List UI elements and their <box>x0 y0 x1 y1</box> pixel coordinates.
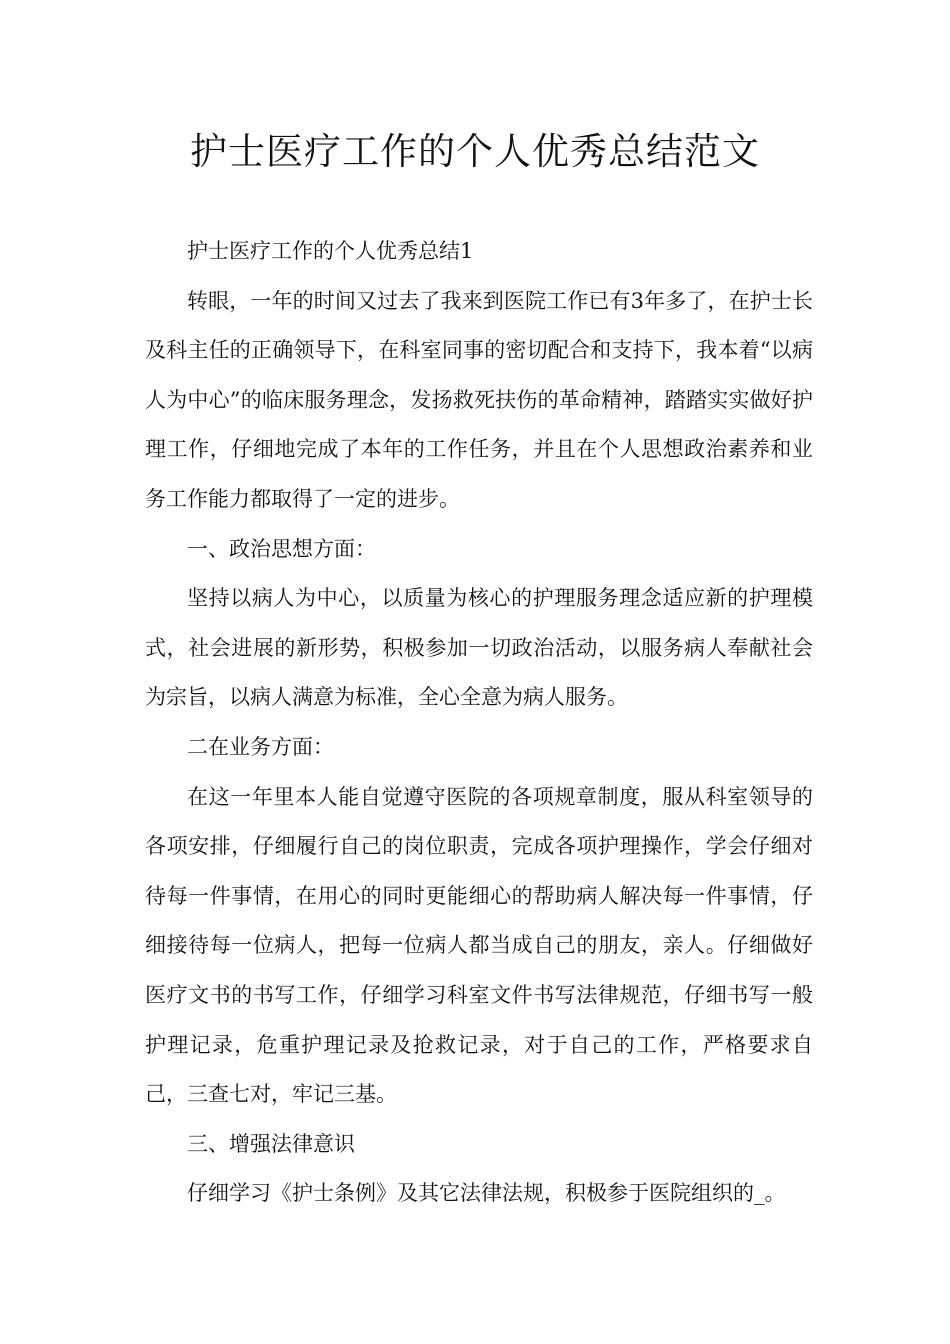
paragraph-legal: 仔细学习《护士条例》及其它法律法规，积极参于医院组织的_。 <box>187 1181 786 1206</box>
section-heading-legal: 三、增强法律意识 <box>187 1131 355 1156</box>
document-body <box>145 227 813 1219</box>
section-heading: 护士医疗工作的个人优秀总结1 <box>187 239 474 263</box>
document-title: 护士医疗工作的个人优秀总结范文 <box>190 130 760 173</box>
section-heading-business: 二在业务方面： <box>187 734 334 759</box>
paragraph-intro: 转眼，一年的时间又过去了我来到医院工作已有3年多了，在护士长及科主任的正确领导下，在科室同事的密切配合和支持下，我本着“以病人为中心”的临床服务理念，发扬救死扶伤的革命精神，踏踏实实做好护理工作，仔细地完成了本年的工作任务，并且在个人思想政治素养和业务工作能力都取得了一定的进步。 <box>145 288 813 511</box>
section-heading-political: 一、政治思想方面： <box>187 536 376 561</box>
paragraph-business: 在这一年里本人能自觉遵守医院的各项规章制度，服从科室领导的各项安排，仔细履行自己的岗位职责，完成各项护理操作，学会仔细对待每一件事情，在用心的同时更能细心的帮助病人解决每一件事情，仔细接待每一位病人，把每一位病人都当成自己的朋友，亲人。仔细做好医疗文书的书写工作，仔细学习科室文件书写法律规范，仔细书写一般护理记录，危重护理记录及抢救记录，对于自己的工作，严格要求自己，三查七对，牢记三基。 <box>145 784 813 1107</box>
paragraph-political: 坚持以病人为中心，以质量为核心的护理服务理念适应新的护理模式，社会进展的新形势，积极参加一切政治活动，以服务病人奉献社会为宗旨，以病人满意为标准，全心全意为病人服务。 <box>145 586 813 710</box>
